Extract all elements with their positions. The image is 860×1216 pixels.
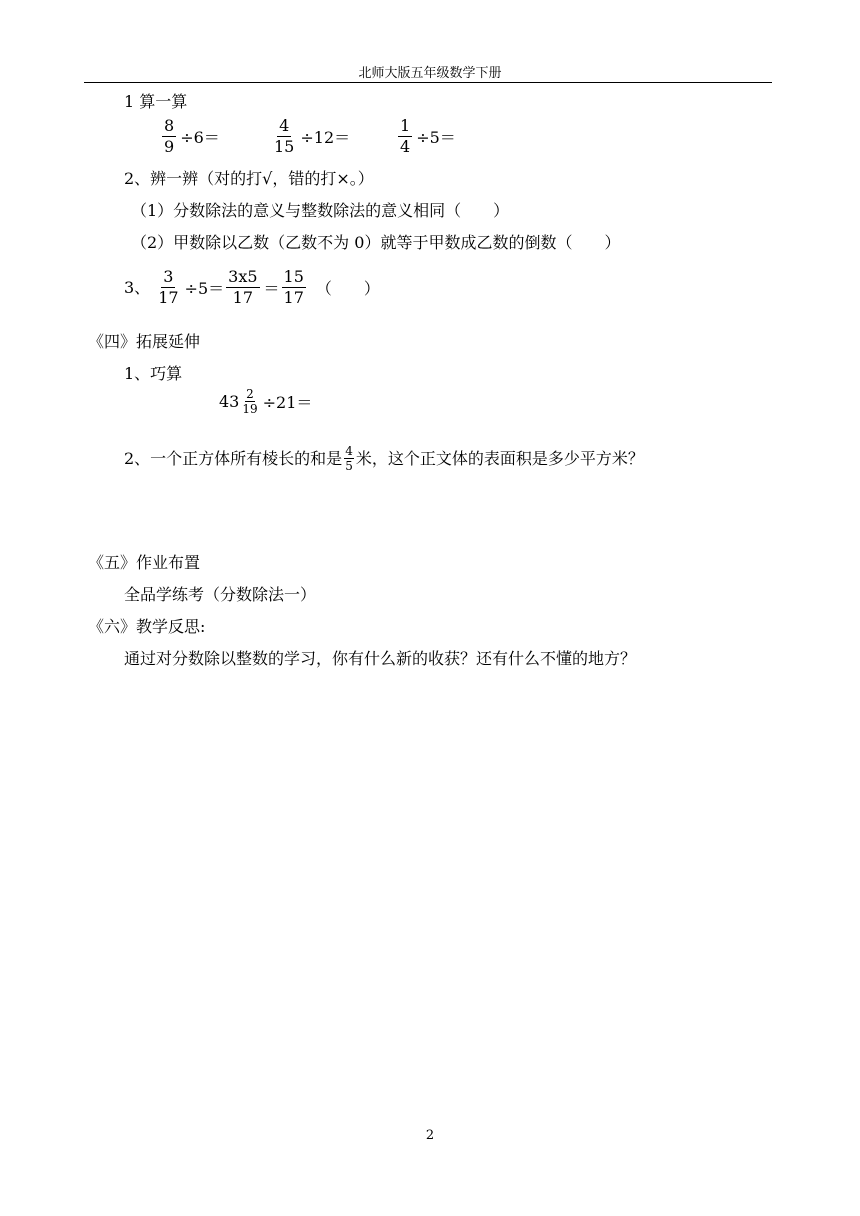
expression-rest: ÷21＝ (262, 393, 313, 412)
section-four-heading: 《四》拓展延伸 (88, 332, 201, 351)
denominator: 5 (345, 459, 353, 473)
calc-item-1 (160, 116, 220, 157)
section-six-content: 通过对分数除以整数的学习，你有什么新的收获？还有什么不懂的地方？ (124, 649, 637, 668)
fraction (162, 116, 176, 157)
numerator: 8 (164, 116, 175, 135)
answer-blank: （ ） (315, 279, 380, 298)
expression-rest: ÷5＝ (416, 128, 456, 147)
fraction (344, 444, 354, 473)
page-header: 北师大版五年级数学下册 (358, 66, 502, 81)
numerator: 2 (246, 387, 254, 401)
denominator: 9 (164, 137, 175, 156)
section-six-heading: 《六》教学反思: (88, 617, 206, 636)
section-four-sub1: 1、巧算 (124, 364, 183, 383)
fraction (156, 267, 180, 308)
section-five-content: 全品学练考（分数除法一） (124, 585, 317, 604)
page-number: 2 (425, 1128, 435, 1143)
expression-rest: ÷12＝ (300, 128, 351, 147)
denominator: 17 (158, 288, 179, 307)
denominator: 15 (274, 137, 295, 156)
operator: ＝ (263, 279, 280, 298)
fraction (282, 267, 306, 308)
header-rule (84, 82, 772, 83)
denominator: 17 (283, 288, 304, 307)
judge-item-2: （2）甲数除以乙数（乙数不为 0）就等于甲数成乙数的倒数（ ） (131, 233, 621, 252)
numerator: 4 (279, 116, 290, 135)
numerator: 15 (283, 267, 304, 286)
section-five-heading: 《五》作业布置 (88, 553, 201, 572)
operator: ÷5＝ (184, 279, 225, 298)
numerator: 1 (400, 116, 411, 135)
numerator: 3x5 (228, 267, 258, 286)
calc-item-2 (270, 116, 350, 157)
cube-question (124, 444, 644, 473)
mixed-whole: 43 (219, 391, 240, 411)
expression-rest: ÷6＝ (180, 128, 220, 147)
judge-heading: 2、辨一辨（对的打√，错的打×。） (124, 169, 374, 188)
numerator: 4 (345, 444, 353, 458)
calc-item-3 (396, 116, 456, 157)
fraction (241, 387, 258, 416)
calc-heading: 1 算一算 (124, 92, 188, 111)
equation-row (124, 267, 380, 308)
judge-item-1: （1）分数除法的意义与整数除法的意义相同（ ） (131, 201, 510, 220)
question-text-after: 米，这个正文体的表面积是多少平方米？ (355, 448, 644, 468)
question-text-before: 2、一个正方体所有棱长的和是 (124, 448, 343, 468)
denominator: 4 (400, 137, 411, 156)
item-prefix: 3、 (124, 277, 151, 297)
denominator: 17 (232, 288, 254, 307)
denominator: 19 (242, 402, 258, 416)
fraction (398, 116, 412, 157)
fraction (272, 116, 296, 157)
numerator: 3 (163, 267, 174, 286)
fraction (226, 267, 259, 308)
mixed-number-expression (219, 387, 312, 416)
